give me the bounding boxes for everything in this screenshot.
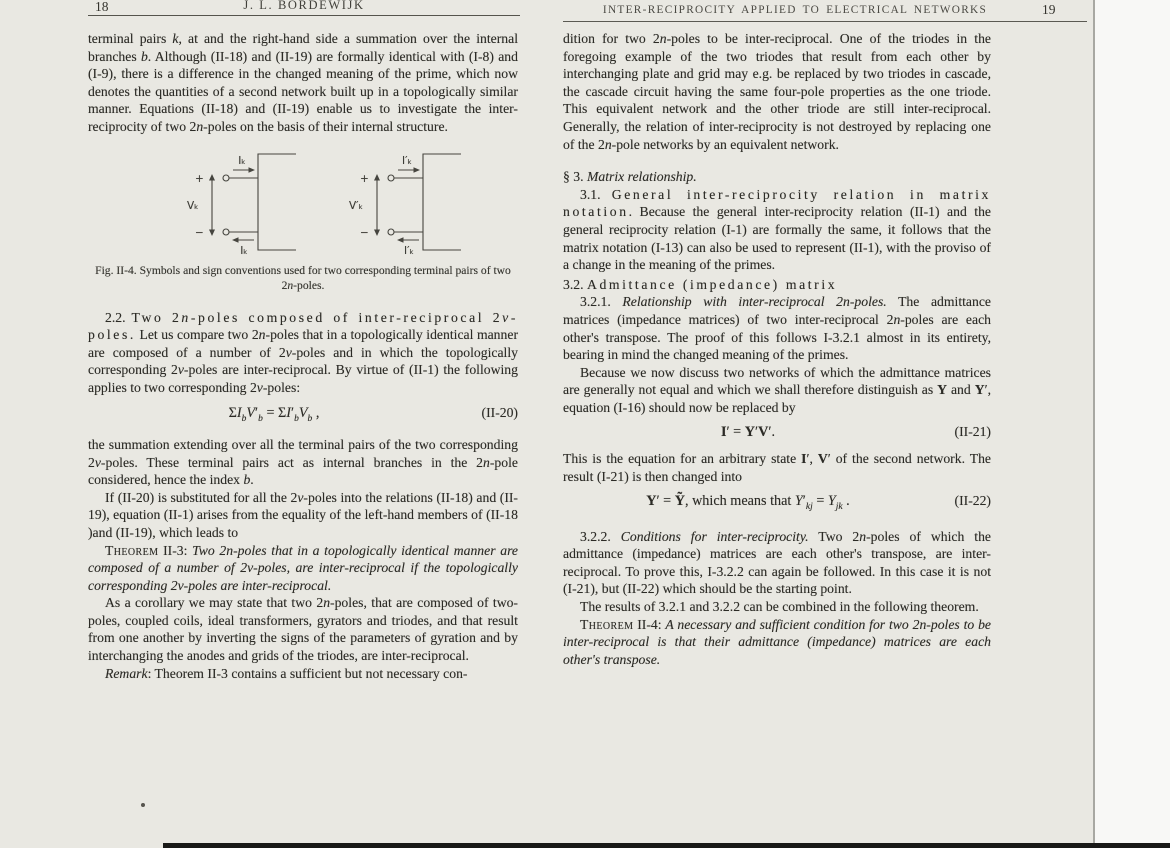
arrowheads-unprimed <box>209 167 255 242</box>
label-current-top-primed: I′ₖ <box>402 154 412 167</box>
paragraph-corollary: As a corollary we may state that two 2n-poles, that are composed of two-poles, coupled coils, ideal transformers, gyrators and triodes, and that result from one another by inverting the signs of the parameters of gyration and by interchanging the anodes and grids of the triodes, are inter-reciprocal. <box>88 595 518 664</box>
label-plus: + <box>195 172 204 185</box>
right-page-column <box>563 30 991 668</box>
right-header-rule <box>563 21 1087 22</box>
paragraph-intro: terminal pairs k, at and the right-hand side a summation over the internal branches b. Although (II-18) and (II-19) are formally identical with (I-8) and (I-9), there is a difference in the changed meaning of the prime, which now denotes the quantities of a second network built up in a topologically similar manner. Equations (II-18) and (II-19) enable us to investigate the inter-reciprocity of two 2n-poles on the basis of their internal structure. <box>88 31 518 134</box>
label-current-top: Iₖ <box>238 154 246 167</box>
paragraph-arbitrary-state: This is the equation for an arbitrary state I′, V′ of the second network. The result (I-21) is then changed into <box>563 451 991 484</box>
label-minus-primed: − <box>360 226 369 239</box>
paragraph-summation: the summation extending over all the terminal pairs of the two corresponding 2ν-poles. These terminal pairs act as internal branches in the 2n-pole considered, hence the index b. <box>88 436 518 488</box>
figure-caption: Fig. II-4. Symbols and sign conventions used for two corresponding terminal pairs of two 2n-poles. <box>95 263 511 292</box>
ink-speck <box>141 803 145 807</box>
terminal-pair-diagram-primed <box>377 154 461 250</box>
paragraph-remark: Remark: Theorem II-3 contains a sufficient but not necessary con- <box>105 665 468 681</box>
equation-II-20-tag: (II-20) <box>481 404 518 420</box>
arrowheads-primed <box>374 167 420 242</box>
label-current-bottom-primed: I′ₖ <box>404 244 414 257</box>
equation-II-20-expr: $\Sigma I_bV'_b = \Sigma I'_bV_b$ , <box>228 404 320 424</box>
section-3-heading: § 3. Matrix relationship. <box>563 169 697 185</box>
equation-II-21-expr: I′ = Y′V′. <box>721 424 775 441</box>
paragraph-condition: dition for two 2n-poles to be inter-reciprocal. One of the triodes in the foregoing example of the two triodes that result from each other by interchanging plate and grid may e.g. be replaced by two triodes in cascade, the cascade circuit having the same four-pole properties as the one triode. This equivalent network and the other triode are still inter-reciprocal. Generally, the relation of inter-reciprocity is not destroyed by replacing one of the 2n-pole networks by an equivalent network. <box>563 31 991 152</box>
label-plus-primed: + <box>360 172 369 185</box>
equation-II-22-tag: (II-22) <box>954 493 991 509</box>
equation-II-21 <box>563 416 991 450</box>
page-edge-strip <box>1093 0 1170 848</box>
scanner-shadow-bottom <box>163 843 1170 848</box>
right-running-head: INTER-RECIPROCITY APPLIED TO ELECTRICAL NETWORKS <box>602 4 988 16</box>
equation-II-21-tag: (II-21) <box>954 424 991 440</box>
equation-II-22 <box>563 485 991 524</box>
label-voltage: Vₖ <box>187 199 199 212</box>
label-current-bottom: Iₖ <box>240 244 248 257</box>
label-voltage-primed: V′ₖ <box>349 199 364 212</box>
label-minus: − <box>195 226 204 239</box>
terminal-pairs-figure <box>186 148 466 266</box>
right-page-number: 19 <box>1042 2 1056 17</box>
left-page-column <box>88 30 518 682</box>
left-page-number: 18 <box>95 0 109 14</box>
heading-3-2: 3.2. Admittance (impedance) matrix <box>563 276 838 292</box>
left-running-head: J. L. BORDEWIJK <box>243 0 365 12</box>
equation-II-22-expr: Y′ = Ỹ, which means that $Y'_{kj} = Y_{jk}$ . <box>646 493 850 513</box>
paragraph-2-2: 2.2. Two 2n-poles composed of inter-reciprocal 2ν-poles. Let us compare two 2n-poles that in a topologically identical manner are composed of a number of 2ν-poles and in which the topologically corresponding 2ν-poles are inter-reciprocal. By virtue of (II-1) the following applies to two corresponding 2ν-poles: <box>88 309 519 395</box>
paragraph-3-1: 3.1. General inter-reciprocity relation in matrix notation. Because the general inter-reciprocity relation (II-1) and the general reciprocity relation (I-1) are formally the same, it follows that the matrix notation (I-13) can also be used to represent (II-1), with the proviso of a change in the meaning of the primes. <box>563 186 991 273</box>
paragraph-results: The results of 3.2.1 and 3.2.2 can be combined in the following theorem. <box>580 599 979 615</box>
theorem-II-4: Theorem II-4: A necessary and sufficient condition for two 2n-poles to be inter-reciprocal is that their admittance (impedance) matrices are each other's transpose. <box>563 616 991 667</box>
theorem-II-3: Theorem II-3: Two 2n-poles that in a topologically identical manner are composed of a number of 2ν-poles, are inter-reciprocal if the topologically corresponding 2ν-poles are inter-reciprocal. <box>88 542 518 593</box>
figure-II-4 <box>88 148 518 260</box>
paragraph-because: Because we now discuss two networks of which the admittance matrices are generally not equal and which we shall therefore distinguish as Y and Y′, equation (I-16) should now be replaced by <box>563 364 991 415</box>
left-header-rule <box>88 15 520 16</box>
paragraph-substitution: If (II-20) is substituted for all the 2ν-poles into the relations (II-18) and (II-19), equation (II-1) arises from the equality of the left-hand members of (II-18 )and (II-19), which leads to <box>88 489 518 540</box>
terminal-pair-diagram-unprimed <box>212 154 296 250</box>
paragraph-3-2-1: 3.2.1. Relationship with inter-reciprocal 2n-poles. The admittance matrices (impedance matrices) of two inter-reciprocal 2n-poles are each other's transpose. The proof of this follows I-3.2.1 almost in its entirety, bearing in mind the changed meaning of the primes. <box>563 294 991 363</box>
paragraph-3-2-2: 3.2.2. Conditions for inter-reciprocity. Two 2n-poles of which the admittance (impedance) matrices are each other's transpose, are inter-reciprocal. To prove this, I-3.2.2 can again be followed. In this case it is not (I-21), but (II-22) which should be the starting point. <box>563 528 992 597</box>
equation-II-20 <box>88 397 518 436</box>
